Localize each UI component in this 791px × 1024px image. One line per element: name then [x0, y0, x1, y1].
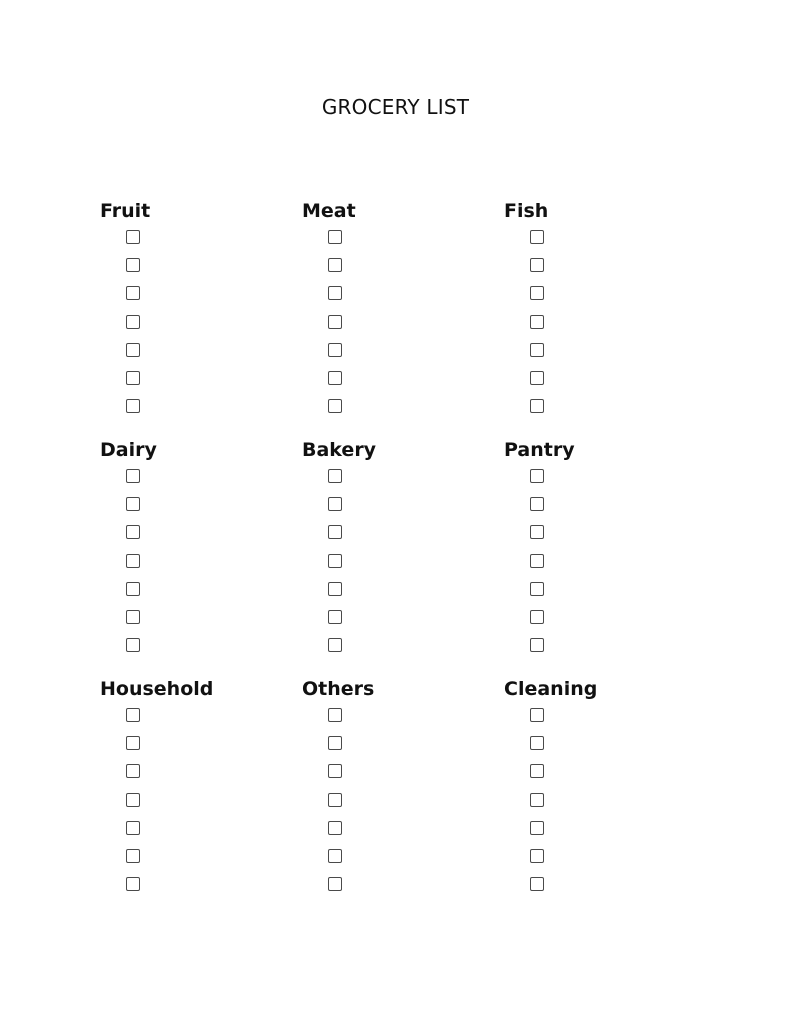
- pantry-checkbox[interactable]: [530, 554, 544, 568]
- dairy-checkbox[interactable]: [126, 610, 140, 624]
- category-dairy: [100, 438, 302, 677]
- category-title: Others: [302, 678, 375, 700]
- category-fruit: [100, 199, 302, 438]
- cleaning-checkbox[interactable]: [530, 736, 544, 750]
- pantry-checkbox[interactable]: [530, 525, 544, 539]
- fruit-checkbox[interactable]: [126, 230, 140, 244]
- bakery-checkbox[interactable]: [328, 525, 342, 539]
- checkbox-list: [504, 230, 706, 413]
- fruit-checkbox[interactable]: [126, 315, 140, 329]
- bakery-checkbox[interactable]: [328, 469, 342, 483]
- category-fish: [504, 199, 706, 438]
- fruit-checkbox[interactable]: [126, 343, 140, 357]
- checkbox-list: [504, 708, 706, 891]
- household-checkbox[interactable]: [126, 793, 140, 807]
- category-title: Fruit: [100, 200, 151, 222]
- pantry-checkbox[interactable]: [530, 497, 544, 511]
- checkbox-list: [302, 230, 504, 413]
- fish-checkbox[interactable]: [530, 343, 544, 357]
- meat-checkbox[interactable]: [328, 230, 342, 244]
- household-checkbox[interactable]: [126, 764, 140, 778]
- bakery-checkbox[interactable]: [328, 638, 342, 652]
- pantry-checkbox[interactable]: [530, 610, 544, 624]
- fish-checkbox[interactable]: [530, 258, 544, 272]
- dairy-checkbox[interactable]: [126, 469, 140, 483]
- others-checkbox[interactable]: [328, 764, 342, 778]
- meat-checkbox[interactable]: [328, 343, 342, 357]
- category-title: Meat: [302, 200, 356, 222]
- pantry-checkbox[interactable]: [530, 582, 544, 596]
- category-pantry: [504, 438, 706, 677]
- meat-checkbox[interactable]: [328, 399, 342, 413]
- others-checkbox[interactable]: [328, 736, 342, 750]
- meat-checkbox[interactable]: [328, 258, 342, 272]
- category-others: [302, 677, 504, 916]
- meat-checkbox[interactable]: [328, 286, 342, 300]
- fish-checkbox[interactable]: [530, 399, 544, 413]
- checkbox-list: [100, 469, 302, 652]
- meat-checkbox[interactable]: [328, 315, 342, 329]
- pantry-checkbox[interactable]: [530, 469, 544, 483]
- household-checkbox[interactable]: [126, 821, 140, 835]
- checkbox-list: [100, 230, 302, 413]
- category-title: Pantry: [504, 439, 575, 461]
- dairy-checkbox[interactable]: [126, 638, 140, 652]
- category-bakery: [302, 438, 504, 677]
- others-checkbox[interactable]: [328, 877, 342, 891]
- meat-checkbox[interactable]: [328, 371, 342, 385]
- fruit-checkbox[interactable]: [126, 399, 140, 413]
- dairy-checkbox[interactable]: [126, 582, 140, 596]
- fish-checkbox[interactable]: [530, 230, 544, 244]
- category-grid: [100, 199, 720, 916]
- dairy-checkbox[interactable]: [126, 525, 140, 539]
- bakery-checkbox[interactable]: [328, 554, 342, 568]
- category-household: [100, 677, 302, 916]
- fish-checkbox[interactable]: [530, 315, 544, 329]
- category-title: Dairy: [100, 439, 157, 461]
- category-title: Bakery: [302, 439, 377, 461]
- cleaning-checkbox[interactable]: [530, 708, 544, 722]
- household-checkbox[interactable]: [126, 736, 140, 750]
- cleaning-checkbox[interactable]: [530, 849, 544, 863]
- bakery-checkbox[interactable]: [328, 582, 342, 596]
- fruit-checkbox[interactable]: [126, 258, 140, 272]
- dairy-checkbox[interactable]: [126, 497, 140, 511]
- cleaning-checkbox[interactable]: [530, 764, 544, 778]
- bakery-checkbox[interactable]: [328, 497, 342, 511]
- others-checkbox[interactable]: [328, 793, 342, 807]
- category-title: Fish: [504, 200, 549, 222]
- checkbox-list: [302, 469, 504, 652]
- category-meat: [302, 199, 504, 438]
- others-checkbox[interactable]: [328, 821, 342, 835]
- household-checkbox[interactable]: [126, 877, 140, 891]
- fish-checkbox[interactable]: [530, 371, 544, 385]
- dairy-checkbox[interactable]: [126, 554, 140, 568]
- checkbox-list: [504, 469, 706, 652]
- household-checkbox[interactable]: [126, 849, 140, 863]
- category-cleaning: [504, 677, 706, 916]
- cleaning-checkbox[interactable]: [530, 877, 544, 891]
- cleaning-checkbox[interactable]: [530, 821, 544, 835]
- checkbox-list: [302, 708, 504, 891]
- others-checkbox[interactable]: [328, 708, 342, 722]
- pantry-checkbox[interactable]: [530, 638, 544, 652]
- checkbox-list: [100, 708, 302, 891]
- category-title: Household: [100, 678, 214, 700]
- others-checkbox[interactable]: [328, 849, 342, 863]
- fruit-checkbox[interactable]: [126, 371, 140, 385]
- cleaning-checkbox[interactable]: [530, 793, 544, 807]
- bakery-checkbox[interactable]: [328, 610, 342, 624]
- household-checkbox[interactable]: [126, 708, 140, 722]
- page-title: GROCERY LIST: [321, 95, 470, 119]
- category-title: Cleaning: [504, 678, 598, 700]
- fish-checkbox[interactable]: [530, 286, 544, 300]
- fruit-checkbox[interactable]: [126, 286, 140, 300]
